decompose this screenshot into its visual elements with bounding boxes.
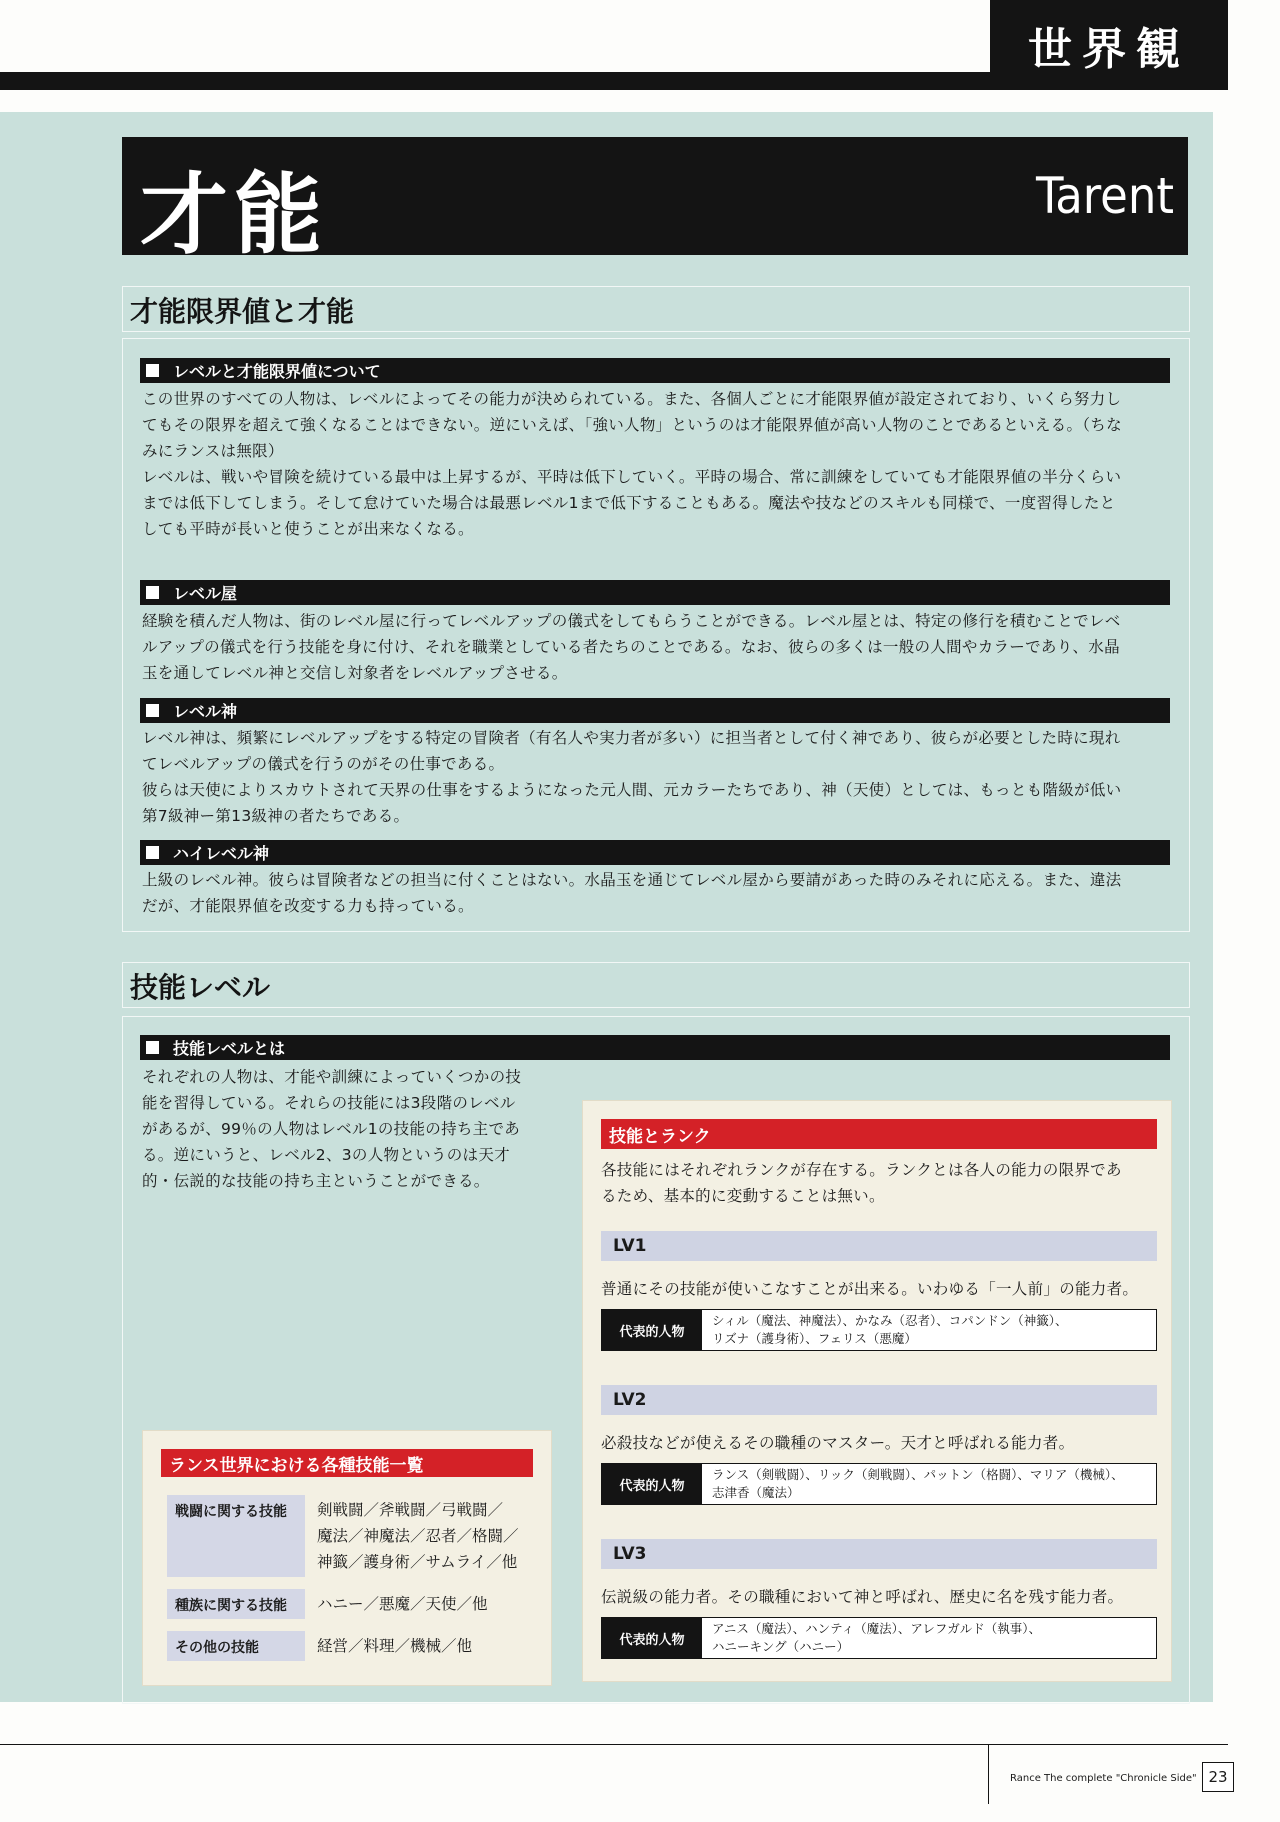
section2-heading-frame: [122, 962, 1190, 1008]
page-number: 23: [1202, 1762, 1234, 1792]
skills-box-title: ランス世界における各種技能一覧: [161, 1449, 533, 1477]
table-row: [167, 1631, 535, 1661]
section1-heading: 才能限界値と才能: [130, 295, 355, 328]
level-description: 伝説級の能力者。その職種において神と呼ばれ、歴史に名を残す能力者。: [601, 1588, 1124, 1606]
square-bullet-icon: [146, 704, 159, 717]
square-bullet-icon: [146, 586, 159, 599]
subsection-header: レベルと才能限界値について: [140, 358, 1170, 383]
book-title: Rance The complete "Chronicle Side": [1010, 1773, 1197, 1784]
level-description: 普通にその技能が使いこなすことが出来る。いわゆる「一人前」の能力者。: [601, 1280, 1139, 1298]
representative-value: シィル（魔法、神魔法）、かなみ（忍者）、コパンドン（神籤）、 リズナ（護身術）、フェリス（悪魔）: [712, 1313, 1068, 1346]
subsection-header: レベル屋: [140, 580, 1170, 605]
subsection-header: レベル神: [140, 698, 1170, 723]
intro-paragraph: それぞれの人物は、才能や訓練によっていくつかの技 能を習得している。それらの技能には3段階のレベル があるが、99％の人物はレベル1の技能の持ち主であ る。逆にいうと、レベル2、3の人物というのは天才 的・伝説的な技能の持ち主ということができる。: [142, 1068, 522, 1190]
representative-label: 代表的人物: [602, 1464, 702, 1504]
section2-heading: 技能レベル: [130, 971, 271, 1004]
skill-category: 戦闘に関する技能: [167, 1495, 305, 1577]
subsection-header: ハイレベル神: [140, 840, 1170, 865]
paragraph: レベル神は、頻繁にレベルアップをする特定の冒険者（有名人や実力者が多い）に担当者として付く神であり、彼らが必要とした時に現れ てレベルアップの儀式を行うのがその仕事である。 彼らは天使によりスカウトされて天界の仕事をするようになった元人間、元カラーたちであり、神（天使）としては、もっとも階級が低い 第7級神ー第13級神の者たちである。: [142, 729, 1122, 825]
representative-value: アニス（魔法）、ハンティ（魔法）、アレフガルド（執事）、 ハニーキング（ハニー）: [712, 1621, 1042, 1654]
skill-values: 剣戦闘／斧戦闘／弓戦闘／ 魔法／神魔法／忍者／格闘／ 神籤／護身術／サムライ／他: [317, 1501, 519, 1571]
rank-description: 各技能にはそれぞれランクが存在する。ランクとは各人の能力の限界であ るため、基本的に変動することは無い。: [601, 1161, 1122, 1205]
skill-category: 種族に関する技能: [167, 1589, 305, 1619]
representative-box: [601, 1463, 1157, 1505]
subsection-header: 技能レベルとは: [140, 1035, 1170, 1060]
representative-value: ランス（剣戦闘）、リック（剣戦闘）、パットン（格闘）、マリア（機械）、 志津香（魔法）: [712, 1467, 1124, 1500]
level-bar: LV2: [601, 1385, 1157, 1415]
page-title-english: Tarent: [1036, 167, 1174, 225]
skill-values: 経営／料理／機械／他: [317, 1637, 473, 1655]
representative-box: [601, 1617, 1157, 1659]
skill-values: ハニー／悪魔／天使／他: [317, 1595, 488, 1613]
rank-box: [582, 1100, 1172, 1682]
section-tab: 世界観: [990, 0, 1228, 90]
square-bullet-icon: [146, 364, 159, 377]
level-bar: LV1: [601, 1231, 1157, 1261]
level-bar: LV3: [601, 1539, 1157, 1569]
paragraph: 上級のレベル神。彼らは冒険者などの担当に付くことはない。水晶玉を通じてレベル屋から要請があった時のみそれに応える。また、違法 だが、才能限界値を改変する力も持っている。: [142, 871, 1122, 915]
paragraph: 経験を積んだ人物は、街のレベル屋に行ってレベルアップの儀式をしてもらうことができる。レベル屋とは、特定の修行を積むことでレベ ルアップの儀式を行う技能を身に付け、それを職業としている者たちのことである。なお、彼らの多くは一般の人間やカラーであり、水晶 玉を通してレベル神と交信し対象者をレベルアップさせる。: [142, 612, 1121, 682]
skills-box: [142, 1430, 552, 1686]
representative-label: 代表的人物: [602, 1618, 702, 1658]
representative-label: 代表的人物: [602, 1310, 702, 1350]
skills-table: [167, 1495, 535, 1661]
square-bullet-icon: [146, 1041, 159, 1054]
page-title: 才能: [140, 163, 329, 266]
table-row: [167, 1589, 535, 1619]
representative-box: [601, 1309, 1157, 1351]
level-description: 必殺技などが使えるその職種のマスター。天才と呼ばれる能力者。: [601, 1434, 1075, 1452]
rank-box-title: 技能とランク: [601, 1119, 1157, 1149]
paragraph: この世界のすべての人物は、レベルによってその能力が決められている。また、各個人ごとに才能限界値が設定されており、いくら努力し てもその限界を超えて強くなることはできない。逆にいえば、「強い人物」というのは才能限界値が高い人物のことであるといえる。（ちな みにランスは無限） レベルは、戦いや冒険を続けている最中は上昇するが、平時は低下していく。平時の場合、常に訓練をしていても才能限界値の半分くらい までは低下してしまう。そして怠けていた場合は最悪レベル1まで低下することもある。魔法や技などのスキルも同様で、一度習得したと しても平時が長いと使うことが出来なくなる。: [142, 390, 1122, 538]
skill-category: その他の技能: [167, 1631, 305, 1661]
square-bullet-icon: [146, 846, 159, 859]
table-row: [167, 1495, 535, 1577]
title-bar: [122, 137, 1188, 266]
